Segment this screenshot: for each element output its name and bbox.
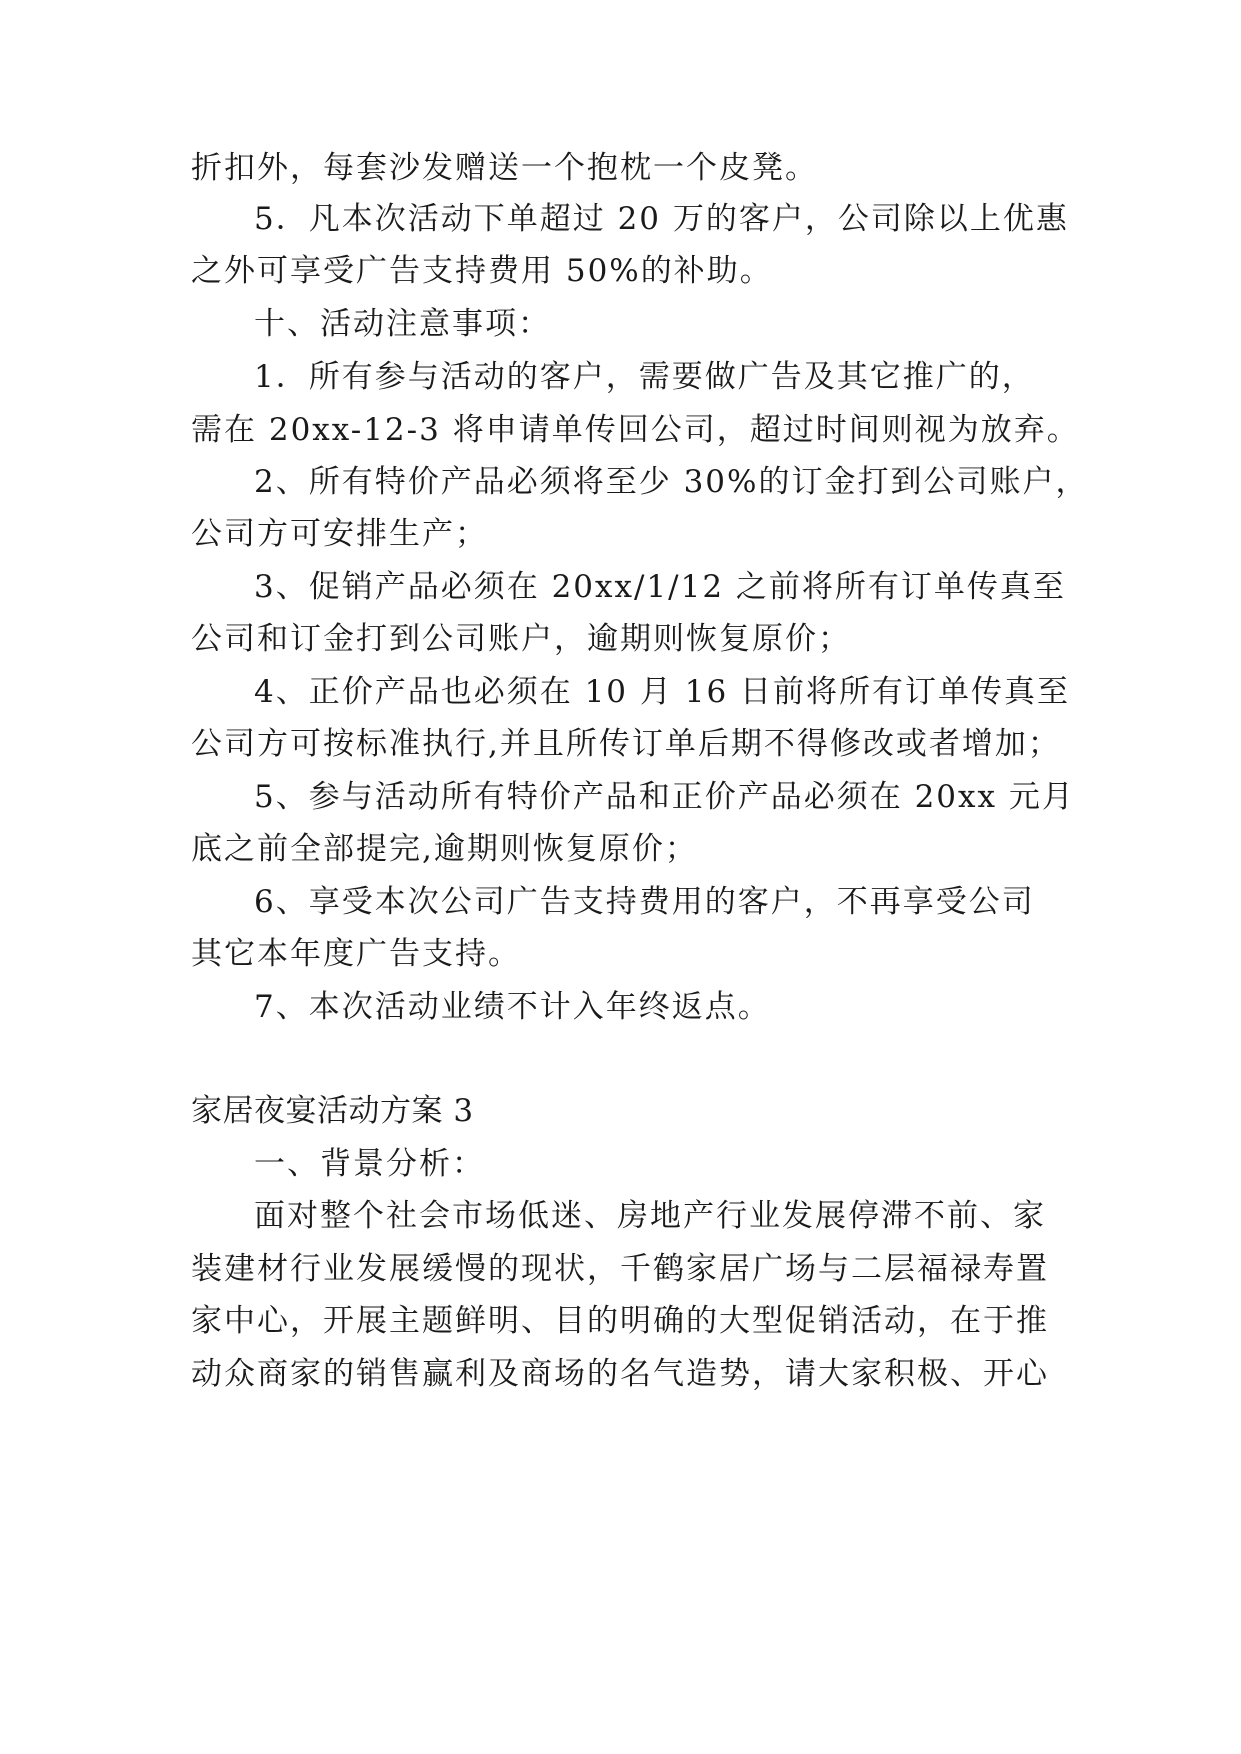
paragraph-line: 动众商家的销售赢利及商场的名气造势，请大家积极、开心: [191, 1356, 1049, 1392]
paragraph-line: 5、参与活动所有特价产品和正价产品必须在 20xx 元月: [254, 779, 1075, 815]
section-heading: 十、活动注意事项：: [254, 306, 551, 342]
paragraph-line: 其它本年度广告支持。: [191, 936, 521, 972]
paragraph-line: 7、本次活动业绩不计入年终返点。: [254, 989, 771, 1025]
paragraph-line: 底之前全部提完,逾期则恢复原价；: [191, 831, 698, 867]
paragraph-line: 3、促销产品必须在 20xx/1/12 之前将所有订单传真至: [254, 569, 1066, 605]
paragraph-line: 需在 20xx-12-3 将申请单传回公司，超过时间则视为放弃。: [191, 412, 1080, 448]
document-title: 家居夜宴活动方案 3: [191, 1093, 474, 1129]
paragraph-line: 5．凡本次活动下单超过 20 万的客户，公司除以上优惠: [254, 201, 1069, 237]
paragraph-line: 之外可享受广告支持费用 50%的补助。: [191, 253, 773, 289]
paragraph-line: 面对整个社会市场低迷、房地产行业发展停滞不前、家: [254, 1198, 1046, 1234]
section-heading: 一、背景分析：: [254, 1146, 485, 1182]
paragraph-line: 公司方可安排生产；: [191, 516, 488, 552]
paragraph-line: 公司和订金打到公司账户，逾期则恢复原价；: [191, 621, 851, 657]
paragraph-line: 家中心，开展主题鲜明、目的明确的大型促销活动，在于推: [191, 1303, 1049, 1339]
paragraph-line: 4、正价产品也必须在 10 月 16 日前将所有订单传真至: [254, 674, 1071, 710]
paragraph-line: 折扣外，每套沙发赠送一个抱枕一个皮凳。: [191, 150, 818, 186]
paragraph-line: 6、享受本次公司广告支持费用的客户，不再享受公司: [254, 884, 1035, 920]
paragraph-line: 1．所有参与活动的客户，需要做广告及其它推广的，: [254, 359, 1035, 395]
paragraph-line: 公司方可按标准执行,并且所传订单后期不得修改或者增加；: [191, 726, 1061, 762]
paragraph-line: 装建材行业发展缓慢的现状，千鹤家居广场与二层福禄寿置: [191, 1251, 1049, 1287]
paragraph-line: 2、所有特价产品必须将至少 30%的订金打到公司账户，: [254, 464, 1089, 500]
